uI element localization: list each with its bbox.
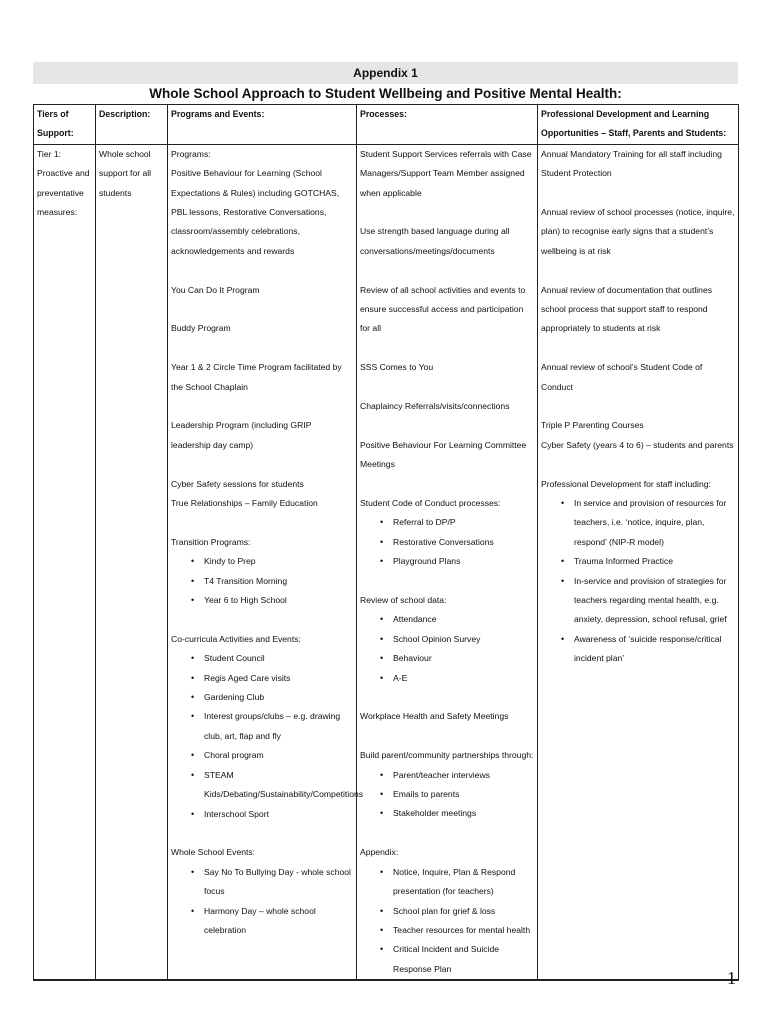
programs-block [171, 145, 353, 261]
list-item: • Stakeholder meetings [393, 804, 534, 823]
header-tiers: Tiers of Support: [34, 105, 96, 145]
description-cell [96, 144, 168, 980]
header-professional-development: Professional Development and Learning Opportunities – Staff, Parents and Students: [538, 105, 739, 145]
leadership-text: Leadership Program (including GRIP leadership day camp) [171, 420, 312, 450]
appendix-list [360, 863, 534, 979]
list-item: • Parent/teacher interviews [393, 766, 534, 785]
data-list [360, 610, 534, 688]
header-description: Description: [96, 105, 168, 145]
appendix-list-label: Appendix: [360, 847, 399, 858]
staff-pd-label: Professional Development for staff including: [541, 478, 711, 489]
triple-p-text: Triple P Parenting Courses [541, 420, 644, 431]
list-item: • Trauma Informed Practice [574, 552, 735, 571]
list-item: • Critical Incident and Suicide Response Plan [393, 940, 534, 979]
list-item: • T4 Transition Morning [204, 572, 353, 591]
review-documentation-text: Annual review of documentation that outlines school process that support staff to respond appropriately to students at risk [541, 284, 713, 334]
you-can-do-it-text: You Can Do It Program [171, 284, 260, 295]
list-item: • Student Council [204, 649, 353, 668]
list-item: • Harmony Day – whole school celebration [204, 902, 353, 941]
circle-time-text: Year 1 & 2 Circle Time Program facilitated by the School Chaplain [171, 362, 342, 392]
sss-comes-text: SSS Comes to You [360, 362, 434, 373]
list-item: • Gardening Club [204, 688, 353, 707]
pbl-committee-text: Positive Behaviour For Learning Committee Meetings [360, 439, 527, 470]
review-code-text: Annual review of school’s Student Code of Conduct [541, 362, 703, 392]
code-of-conduct-block [360, 494, 534, 572]
tier-text: Tier 1: Proactive and preventative measures: [37, 148, 90, 218]
processes-cell [357, 144, 538, 980]
cocurricular-list [171, 649, 364, 824]
header-programs: Programs and Events: [168, 105, 357, 145]
pd-cell [538, 144, 739, 980]
appendix-block [360, 843, 534, 979]
page-number: 1 [727, 968, 736, 988]
support-table [33, 104, 739, 981]
chaplaincy-text: Chaplaincy Referrals/visits/connections [360, 401, 510, 412]
cyber-sessions-text: Cyber Safety sessions for students [171, 478, 304, 489]
programs-cell [168, 144, 364, 980]
school-data-block [360, 591, 534, 688]
list-item: • Emails to parents [393, 785, 534, 804]
list-item: • School Opinion Survey [393, 630, 534, 649]
cyber-safety-text: Cyber Safety (years 4 to 6) – students and parents [541, 439, 734, 450]
document-title: Whole School Approach to Student Wellbeing and Positive Mental Health: [149, 86, 622, 101]
partnerships-list [360, 766, 534, 824]
code-label: Student Code of Conduct processes: [360, 498, 501, 509]
code-list [360, 513, 534, 571]
cocurricular-block [171, 630, 364, 824]
whs-text: Workplace Health and Safety Meetings [360, 711, 509, 722]
list-item: • Restorative Conversations [393, 533, 534, 552]
cyber-block [171, 475, 353, 514]
list-item: • Kindy to Prep [204, 552, 353, 571]
strength-language-text: Use strength based language during all conversations/meetings/documents [360, 226, 510, 256]
cocurricular-label: Co-curricula Activities and Events: [171, 633, 301, 644]
list-item: • Attendance [393, 610, 534, 629]
table-header-row [34, 105, 739, 145]
list-item: • Referral to DP/P [393, 513, 534, 532]
list-item: • Interest groups/clubs – e.g. drawing club, art, flap and fly [204, 707, 353, 746]
list-item: • Teacher resources for mental health [393, 921, 534, 940]
buddy-program-text: Buddy Program [171, 323, 231, 334]
list-item: • Choral program [204, 746, 353, 765]
document-page [33, 62, 738, 981]
header-processes: Processes: [357, 105, 538, 145]
mandatory-training-text: Annual Mandatory Training for all staff including Student Protection [541, 148, 722, 179]
list-item: • Playground Plans [393, 552, 534, 571]
review-processes-text: Annual review of school processes (notice, inquire, plan) to recognise early signs that a student’s wellbeing is at risk [541, 207, 735, 256]
list-item: • In service and provision of resources for teachers, i.e. ‘notice, inquire, plan, respond’ (NIP-R model) [574, 494, 735, 552]
pbl-text: Positive Behaviour for Learning (School Expectations & Rules) including GOTCHAS, PBL lessons, Restorative Conversations, classroom/assembly celebrations, acknowledgements and rewards [171, 168, 340, 256]
true-relationships-text: True Relationships – Family Education [171, 498, 318, 509]
list-item: • Behaviour [393, 649, 534, 668]
data-label: Review of school data: [360, 595, 447, 606]
partnerships-label: Build parent/community partnerships through: [360, 750, 534, 761]
list-item: • Interschool Sport [204, 805, 353, 824]
transition-label: Transition Programs: [171, 536, 251, 547]
staff-pd-list [541, 494, 735, 669]
table-row [34, 144, 739, 980]
events-label: Whole School Events: [171, 847, 256, 858]
appendix-label: Appendix 1 [33, 62, 738, 84]
review-activities-text: Review of all school activities and events to ensure successful access and participation for all [360, 284, 526, 334]
list-item: • Awareness of ‘suicide response/critical incident plan’ [574, 630, 735, 669]
list-item: • Regis Aged Care visits [204, 669, 353, 688]
list-item: • A-E [393, 669, 534, 688]
tier-cell [34, 144, 96, 980]
partnerships-block [360, 746, 534, 824]
list-item: • Notice, Inquire, Plan & Respond presentation (for teachers) [393, 863, 534, 902]
events-list [171, 863, 353, 941]
parenting-block [541, 416, 735, 455]
programs-label: Programs: [171, 148, 211, 159]
list-item: • Say No To Bullying Day - whole school focus [204, 863, 353, 902]
list-item: • Year 6 to High School [204, 591, 353, 610]
list-item: • School plan for grief & loss [393, 902, 534, 921]
description-text: Whole school support for all students [99, 148, 152, 198]
events-block [171, 843, 353, 940]
list-item: • STEAM Kids/Debating/Sustainability/Competitions [204, 766, 353, 805]
transition-list [171, 552, 353, 610]
transition-block [171, 533, 353, 611]
sss-referrals-text: Student Support Services referrals with Case Managers/Support Team Member assigned when applicable [360, 148, 532, 198]
staff-pd-block [541, 475, 735, 669]
list-item: • In-service and provision of strategies for teachers regarding mental health, e.g. anxiety, depression, school refusal, grief [574, 572, 735, 630]
